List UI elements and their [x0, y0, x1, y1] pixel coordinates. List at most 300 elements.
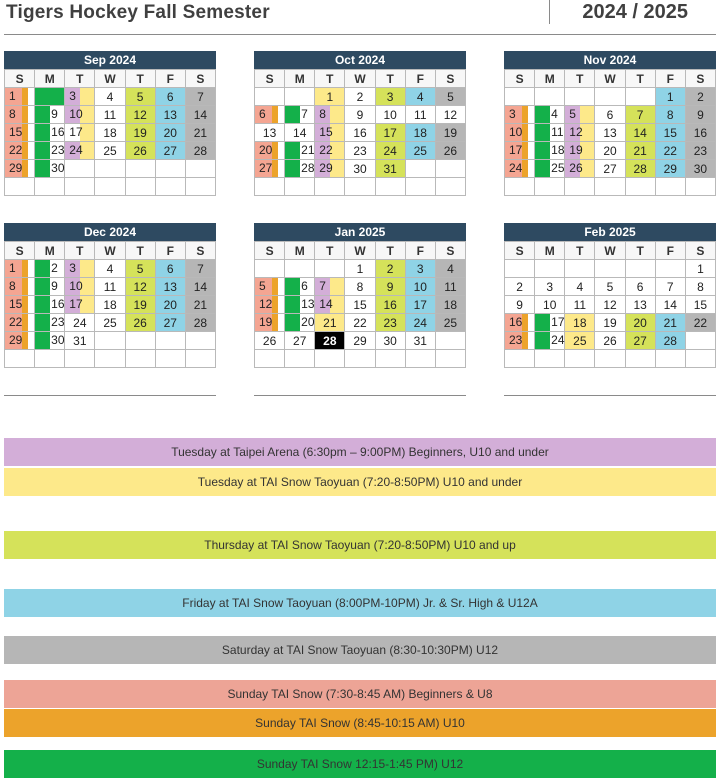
day-cell: 4 [535, 106, 565, 124]
weekday-header: T [625, 242, 655, 260]
day-cell: 6 [155, 88, 185, 106]
empty-cell [185, 332, 215, 350]
empty-cell [565, 178, 595, 196]
empty-cell [625, 178, 655, 196]
day-cell: 27 [285, 332, 315, 350]
empty-cell [285, 88, 315, 106]
day-cell: 23 [375, 314, 405, 332]
day-cell: 7 [625, 106, 655, 124]
day-cell: 18 [565, 314, 595, 332]
weekday-header: S [435, 242, 465, 260]
day-cell: 4 [405, 88, 435, 106]
day-cell: 6 [595, 106, 625, 124]
day-cell: 27 [625, 332, 655, 350]
empty-cell [35, 88, 65, 106]
empty-cell [255, 178, 285, 196]
day-cell: 10 [505, 124, 535, 142]
weekday-header: F [655, 70, 685, 88]
day-cell: 7 [655, 278, 685, 296]
day-cell: 19 [125, 296, 155, 314]
day-cell: 7 [185, 260, 215, 278]
day-cell: 31 [65, 332, 95, 350]
empty-cell [625, 350, 655, 368]
day-cell: 22 [655, 142, 685, 160]
empty-cell [345, 178, 375, 196]
weekday-header: F [405, 70, 435, 88]
day-cell: 15 [5, 124, 35, 142]
day-cell: 19 [125, 124, 155, 142]
day-cell: 10 [375, 106, 405, 124]
day-cell: 21 [655, 314, 685, 332]
day-cell: 30 [35, 332, 65, 350]
day-cell: 21 [185, 124, 215, 142]
day-cell: 17 [65, 124, 95, 142]
day-cell: 9 [35, 106, 65, 124]
day-cell: 13 [255, 124, 285, 142]
day-cell: 26 [255, 332, 285, 350]
empty-cell [5, 178, 35, 196]
empty-cell [505, 88, 535, 106]
empty-cell [375, 178, 405, 196]
empty-cell [125, 332, 155, 350]
empty-cell [375, 350, 405, 368]
legend-bar: Sunday TAI Snow (8:45-10:15 AM) U10 [4, 709, 716, 737]
empty-cell [95, 350, 125, 368]
weekday-header: S [685, 242, 715, 260]
month-calendar [4, 51, 216, 196]
weekday-header: F [155, 70, 185, 88]
day-cell: 9 [35, 278, 65, 296]
day-cell: 10 [535, 296, 565, 314]
empty-cell [125, 160, 155, 178]
empty-cell [185, 350, 215, 368]
weekday-header: S [185, 242, 215, 260]
empty-cell [315, 260, 345, 278]
day-cell: 22 [5, 314, 35, 332]
day-cell: 10 [65, 278, 95, 296]
day-cell: 8 [5, 278, 35, 296]
day-cell: 6 [625, 278, 655, 296]
day-cell: 25 [405, 142, 435, 160]
day-cell: 21 [625, 142, 655, 160]
day-cell: 14 [315, 296, 345, 314]
weekday-header: S [5, 70, 35, 88]
empty-cell [435, 332, 465, 350]
day-cell: 31 [405, 332, 435, 350]
day-cell: 20 [155, 124, 185, 142]
day-cell: 21 [285, 142, 315, 160]
day-cell: 9 [505, 296, 535, 314]
day-cell: 15 [5, 296, 35, 314]
day-cell: 28 [185, 314, 215, 332]
day-cell: 5 [255, 278, 285, 296]
day-cell: 24 [535, 332, 565, 350]
empty-cell [435, 350, 465, 368]
day-cell: 18 [95, 296, 125, 314]
empty-cell [255, 350, 285, 368]
empty-cell [565, 260, 595, 278]
day-cell: 25 [435, 314, 465, 332]
weekday-header: S [185, 70, 215, 88]
empty-cell [655, 350, 685, 368]
weekday-header: S [5, 242, 35, 260]
day-cell: 3 [65, 260, 95, 278]
legend-bar: Friday at TAI Snow Taoyuan (8:00PM-10PM) Jr. & Sr. High & U12A [4, 589, 716, 617]
weekday-header: M [535, 70, 565, 88]
weekday-header: T [565, 242, 595, 260]
empty-cell [5, 350, 35, 368]
day-cell: 1 [5, 260, 35, 278]
empty-cell [95, 178, 125, 196]
weekday-header: F [655, 242, 685, 260]
day-cell: 30 [35, 160, 65, 178]
day-cell: 16 [35, 124, 65, 142]
day-cell: 17 [405, 296, 435, 314]
day-cell: 28 [625, 160, 655, 178]
day-cell: 16 [345, 124, 375, 142]
weekday-header: T [565, 70, 595, 88]
empty-cell [285, 350, 315, 368]
day-cell: 11 [435, 278, 465, 296]
day-cell: 7 [315, 278, 345, 296]
day-cell: 19 [565, 142, 595, 160]
day-cell: 20 [255, 142, 285, 160]
empty-cell [185, 178, 215, 196]
empty-cell [505, 350, 535, 368]
day-cell: 14 [185, 106, 215, 124]
day-cell: 13 [155, 106, 185, 124]
day-cell: 1 [5, 88, 35, 106]
day-cell: 28 [655, 332, 685, 350]
day-cell: 22 [5, 142, 35, 160]
day-cell: 15 [315, 124, 345, 142]
legend-bar: Tuesday at Taipei Arena (6:30pm – 9:00PM) Beginners, U10 and under [4, 438, 716, 466]
day-cell: 15 [655, 124, 685, 142]
day-cell: 3 [405, 260, 435, 278]
month-header: Dec 2024 [4, 223, 216, 241]
month-calendar [254, 51, 466, 196]
empty-cell [565, 88, 595, 106]
day-cell: 27 [155, 314, 185, 332]
empty-cell [315, 350, 345, 368]
weekday-header: W [595, 70, 625, 88]
weekday-header: T [125, 70, 155, 88]
day-cell: 22 [685, 314, 715, 332]
day-cell: 18 [405, 124, 435, 142]
day-cell: 8 [315, 106, 345, 124]
day-cell: 28 [285, 160, 315, 178]
day-cell: 25 [565, 332, 595, 350]
weekday-header: W [595, 242, 625, 260]
empty-cell [285, 260, 315, 278]
day-cell: 18 [535, 142, 565, 160]
weekday-header: M [35, 242, 65, 260]
empty-cell [405, 160, 435, 178]
day-cell: 9 [685, 106, 715, 124]
month-rule [504, 395, 716, 396]
day-cell: 26 [125, 314, 155, 332]
empty-cell [315, 178, 345, 196]
day-cell: 29 [5, 160, 35, 178]
day-cell: 19 [435, 124, 465, 142]
day-cell: 4 [565, 278, 595, 296]
empty-cell [255, 260, 285, 278]
weekday-header: S [505, 242, 535, 260]
empty-cell [125, 350, 155, 368]
empty-cell [685, 178, 715, 196]
day-cell: 12 [565, 124, 595, 142]
day-cell: 26 [125, 142, 155, 160]
weekday-header: S [505, 70, 535, 88]
weekday-header: W [345, 70, 375, 88]
day-cell: 25 [95, 142, 125, 160]
day-cell: 22 [315, 142, 345, 160]
legend-bar: Sunday TAI Snow 12:15-1:45 PM) U12 [4, 750, 716, 778]
empty-cell [655, 260, 685, 278]
day-cell: 18 [435, 296, 465, 314]
day-cell: 2 [35, 260, 65, 278]
empty-cell [65, 160, 95, 178]
empty-cell [345, 350, 375, 368]
day-cell: 13 [595, 124, 625, 142]
day-cell: 16 [685, 124, 715, 142]
day-cell: 4 [95, 88, 125, 106]
day-cell: 23 [35, 142, 65, 160]
day-cell: 24 [375, 142, 405, 160]
day-cell: 13 [625, 296, 655, 314]
day-cell: 19 [255, 314, 285, 332]
day-cell: 3 [375, 88, 405, 106]
day-cell: 3 [65, 88, 95, 106]
day-cell: 11 [95, 106, 125, 124]
day-cell: 23 [345, 142, 375, 160]
day-cell: 26 [565, 160, 595, 178]
empty-cell [535, 178, 565, 196]
month-calendar [504, 223, 716, 368]
day-cell: 11 [565, 296, 595, 314]
day-cell: 12 [435, 106, 465, 124]
weekday-header: W [95, 242, 125, 260]
day-cell: 18 [95, 124, 125, 142]
day-cell: 5 [125, 260, 155, 278]
empty-cell [505, 260, 535, 278]
empty-cell [595, 88, 625, 106]
day-cell: 4 [95, 260, 125, 278]
weekday-header: W [95, 70, 125, 88]
day-cell: 24 [505, 160, 535, 178]
month-header: Sep 2024 [4, 51, 216, 69]
day-cell: 1 [315, 88, 345, 106]
weekday-header: T [375, 70, 405, 88]
day-cell: 6 [285, 278, 315, 296]
month-header: Oct 2024 [254, 51, 466, 69]
day-cell: 7 [285, 106, 315, 124]
empty-cell [65, 350, 95, 368]
day-cell: 6 [155, 260, 185, 278]
day-cell: 3 [535, 278, 565, 296]
empty-cell [595, 260, 625, 278]
separator [549, 0, 550, 24]
page-title: Tigers Hockey Fall Semester [6, 2, 270, 23]
day-cell: 17 [505, 142, 535, 160]
weekday-header: S [255, 70, 285, 88]
day-cell: 26 [435, 142, 465, 160]
day-cell: 10 [405, 278, 435, 296]
day-cell: 5 [125, 88, 155, 106]
day-cell: 20 [625, 314, 655, 332]
weekday-header: M [285, 70, 315, 88]
weekday-header: T [315, 242, 345, 260]
empty-cell [535, 88, 565, 106]
day-cell: 11 [535, 124, 565, 142]
day-cell: 25 [95, 314, 125, 332]
day-cell: 14 [285, 124, 315, 142]
empty-cell [435, 160, 465, 178]
month-calendar [254, 223, 466, 368]
day-cell: 27 [255, 160, 285, 178]
day-cell: 20 [595, 142, 625, 160]
day-cell: 15 [685, 296, 715, 314]
day-cell: 17 [65, 296, 95, 314]
month-header: Feb 2025 [504, 223, 716, 241]
empty-cell [505, 178, 535, 196]
day-cell: 14 [655, 296, 685, 314]
legend-bar: Tuesday at TAI Snow Taoyuan (7:20-8:50PM) U10 and under [4, 468, 716, 496]
empty-cell [435, 178, 465, 196]
empty-cell [65, 178, 95, 196]
empty-cell [655, 178, 685, 196]
day-cell: 30 [685, 160, 715, 178]
day-cell: 4 [435, 260, 465, 278]
day-cell: 27 [155, 142, 185, 160]
day-cell: 11 [405, 106, 435, 124]
empty-cell [595, 350, 625, 368]
day-cell: 22 [345, 314, 375, 332]
day-cell: 3 [505, 106, 535, 124]
weekday-header: T [65, 70, 95, 88]
day-cell: 28 [315, 332, 345, 350]
day-cell: 9 [345, 106, 375, 124]
weekday-header: T [65, 242, 95, 260]
day-cell: 1 [655, 88, 685, 106]
empty-cell [595, 178, 625, 196]
weekday-header: F [155, 242, 185, 260]
weekday-header: T [375, 242, 405, 260]
legend-bar: Sunday TAI Snow (7:30-8:45 AM) Beginners & U8 [4, 680, 716, 708]
empty-cell [625, 88, 655, 106]
day-cell: 2 [345, 88, 375, 106]
day-cell: 16 [35, 296, 65, 314]
day-cell: 28 [185, 142, 215, 160]
empty-cell [155, 160, 185, 178]
month-header: Nov 2024 [504, 51, 716, 69]
day-cell: 23 [35, 314, 65, 332]
legend-bar: Saturday at TAI Snow Taoyuan (8:30-10:30PM) U12 [4, 636, 716, 664]
day-cell: 12 [125, 278, 155, 296]
day-cell: 15 [345, 296, 375, 314]
month-rule [254, 395, 466, 396]
day-cell: 6 [255, 106, 285, 124]
day-cell: 5 [435, 88, 465, 106]
weekday-header: W [345, 242, 375, 260]
day-cell: 30 [375, 332, 405, 350]
day-cell: 21 [315, 314, 345, 332]
day-cell: 8 [5, 106, 35, 124]
day-cell: 5 [595, 278, 625, 296]
empty-cell [405, 350, 435, 368]
day-cell: 12 [255, 296, 285, 314]
day-cell: 21 [185, 296, 215, 314]
day-cell: 26 [595, 332, 625, 350]
day-cell: 12 [595, 296, 625, 314]
day-cell: 1 [345, 260, 375, 278]
day-cell: 29 [345, 332, 375, 350]
day-cell: 17 [375, 124, 405, 142]
day-cell: 27 [595, 160, 625, 178]
empty-cell [155, 178, 185, 196]
month-rule [4, 395, 216, 396]
empty-cell [255, 88, 285, 106]
weekday-header: F [405, 242, 435, 260]
day-cell: 8 [655, 106, 685, 124]
day-cell: 29 [5, 332, 35, 350]
day-cell: 11 [95, 278, 125, 296]
weekday-header: S [685, 70, 715, 88]
day-cell: 23 [685, 142, 715, 160]
day-cell: 2 [505, 278, 535, 296]
month-calendar [4, 223, 216, 368]
day-cell: 13 [155, 278, 185, 296]
empty-cell [405, 178, 435, 196]
day-cell: 30 [345, 160, 375, 178]
weekday-header: M [535, 242, 565, 260]
empty-cell [565, 350, 595, 368]
day-cell: 2 [375, 260, 405, 278]
day-cell: 2 [685, 88, 715, 106]
weekday-header: T [625, 70, 655, 88]
empty-cell [685, 350, 715, 368]
day-cell: 10 [65, 106, 95, 124]
legend-bar: Thursday at TAI Snow Taoyuan (7:20-8:50PM) U10 and up [4, 531, 716, 559]
day-cell: 7 [185, 88, 215, 106]
weekday-header: T [125, 242, 155, 260]
empty-cell [95, 332, 125, 350]
weekday-header: S [255, 242, 285, 260]
year-label: 2024 / 2025 [582, 1, 688, 23]
empty-cell [35, 350, 65, 368]
month-calendar [504, 51, 716, 196]
weekday-header: M [35, 70, 65, 88]
day-cell: 1 [685, 260, 715, 278]
empty-cell [285, 178, 315, 196]
day-cell: 5 [565, 106, 595, 124]
day-cell: 20 [285, 314, 315, 332]
day-cell: 14 [625, 124, 655, 142]
day-cell: 9 [375, 278, 405, 296]
day-cell: 20 [155, 296, 185, 314]
day-cell: 24 [65, 314, 95, 332]
empty-cell [185, 160, 215, 178]
day-cell: 8 [345, 278, 375, 296]
empty-cell [535, 260, 565, 278]
empty-cell [535, 350, 565, 368]
empty-cell [155, 350, 185, 368]
empty-cell [625, 260, 655, 278]
empty-cell [125, 178, 155, 196]
month-header: Jan 2025 [254, 223, 466, 241]
day-cell: 17 [535, 314, 565, 332]
day-cell: 14 [185, 278, 215, 296]
